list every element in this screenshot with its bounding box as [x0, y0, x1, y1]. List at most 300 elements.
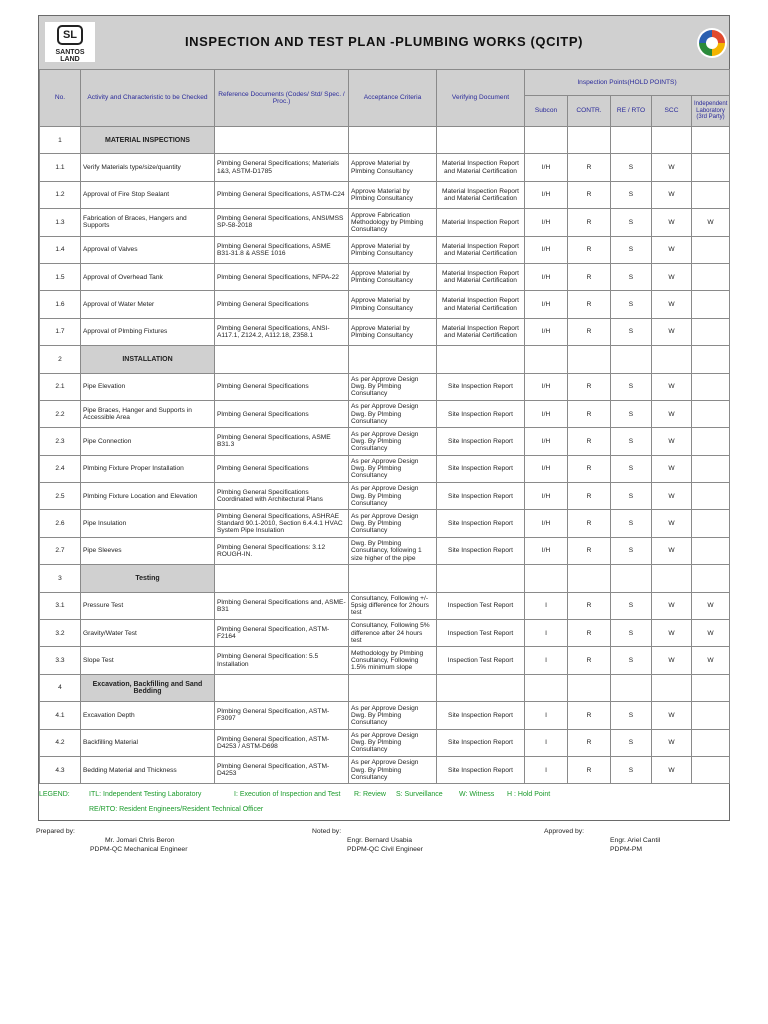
row-scc: W: [652, 181, 692, 208]
empty-cell: [437, 346, 525, 373]
noted-name: Engr. Bernard Usabia: [347, 837, 412, 844]
row-verifying: Material Inspection Report and Material Certification: [437, 154, 525, 181]
row-verifying: Site Inspection Report: [437, 756, 525, 783]
row-no: 1.6: [40, 291, 81, 318]
signature-block: [0, 828, 768, 868]
row-re-rto: S: [611, 483, 652, 510]
empty-cell: [611, 674, 652, 701]
row-lab: [692, 702, 730, 729]
row-acceptance: As per Approve Design Dwg. By Plmbing Consultancy: [349, 510, 437, 537]
row-re-rto: S: [611, 620, 652, 647]
prepared-name: Mr. Jomari Chris Beron: [105, 837, 175, 844]
row-lab: [692, 756, 730, 783]
row-acceptance: Approve Fabrication Methodology by Plmbing Consultancy: [349, 209, 437, 236]
row-scc: W: [652, 400, 692, 427]
row-activity: Approval of Overhead Tank: [81, 263, 215, 290]
row-verifying: Inspection Test Report: [437, 620, 525, 647]
row-reference: Plmbing General Specifications: [215, 373, 349, 400]
row-reference: Plmbing General Specifications, NFPA-22: [215, 263, 349, 290]
section-title: Testing: [81, 565, 215, 592]
row-re-rto: S: [611, 154, 652, 181]
row-re-rto: S: [611, 592, 652, 619]
row-reference: Plmbing General Specifications, ASME B31.3: [215, 428, 349, 455]
row-lab: [692, 483, 730, 510]
empty-cell: [349, 346, 437, 373]
row-subcon: I: [525, 592, 568, 619]
row-reference: Plmbing General Specification, ASTM-D4253: [215, 756, 349, 783]
row-re-rto: S: [611, 209, 652, 236]
row-contr: R: [568, 400, 611, 427]
row-scc: W: [652, 291, 692, 318]
row-reference: Plmbing General Specifications: [215, 455, 349, 482]
empty-cell: [652, 565, 692, 592]
row-contr: R: [568, 483, 611, 510]
prepared-label: Prepared by:: [36, 828, 75, 835]
row-activity: Approval of Valves: [81, 236, 215, 263]
empty-cell: [611, 565, 652, 592]
row-verifying: Site Inspection Report: [437, 537, 525, 564]
row-subcon: I: [525, 729, 568, 756]
row-verifying: Material Inspection Report and Material Certification: [437, 318, 525, 345]
row-re-rto: S: [611, 455, 652, 482]
company-logo: [45, 22, 95, 62]
row-re-rto: S: [611, 537, 652, 564]
row-acceptance: As per Approve Design Dwg. By Plmbing Consultancy: [349, 373, 437, 400]
table-row: [40, 483, 730, 510]
legend-w: W: Witness: [459, 791, 495, 798]
row-reference: Plmbing General Specifications Coordinated with Architectural Plans: [215, 483, 349, 510]
row-re-rto: S: [611, 729, 652, 756]
legend: [39, 784, 729, 821]
row-lab: [692, 400, 730, 427]
empty-cell: [349, 565, 437, 592]
row-scc: W: [652, 455, 692, 482]
approved-title: PDPM-PM: [610, 846, 643, 853]
row-reference: Plmbing General Specifications and, ASME-B31: [215, 592, 349, 619]
logo-name: SANTOS LAND: [55, 49, 85, 63]
row-re-rto: S: [611, 318, 652, 345]
table-row: [40, 592, 730, 619]
row-activity: Pipe Braces, Hanger and Supports in Accessible Area: [81, 400, 215, 427]
col-header-reference: Reference Documents (Codes/ Std/ Spec. / Proc.): [215, 70, 349, 127]
legend-i: I: Execution of Inspection and Test: [234, 791, 341, 798]
row-lab: [692, 291, 730, 318]
table-row: [40, 756, 730, 783]
empty-cell: [215, 674, 349, 701]
row-acceptance: As per Approve Design Dwg. By Plmbing Consultancy: [349, 400, 437, 427]
row-reference: Plmbing General Specifications: [215, 291, 349, 318]
row-scc: W: [652, 428, 692, 455]
row-no: 1.4: [40, 236, 81, 263]
empty-cell: [525, 127, 568, 154]
row-verifying: Site Inspection Report: [437, 400, 525, 427]
row-contr: R: [568, 510, 611, 537]
section-title: Excavation, Backfilling and Sand Bedding: [81, 674, 215, 701]
row-subcon: I/H: [525, 154, 568, 181]
row-verifying: Material Inspection Report and Material Certification: [437, 236, 525, 263]
row-activity: Backfilling Material: [81, 729, 215, 756]
row-scc: W: [652, 537, 692, 564]
row-scc: W: [652, 702, 692, 729]
row-reference: Plmbing General Specifications: 3.12 ROUGH-IN.: [215, 537, 349, 564]
row-no: 1.5: [40, 263, 81, 290]
document-title: INSPECTION AND TEST PLAN -PLUMBING WORKS (QCITP): [184, 34, 584, 49]
empty-cell: [525, 674, 568, 701]
row-no: 1.3: [40, 209, 81, 236]
row-activity: Bedding Material and Thickness: [81, 756, 215, 783]
col-header-verifying: Verifying Document: [437, 70, 525, 127]
row-acceptance: Consultancy, Following +/- 5psig difference for 2hours test: [349, 592, 437, 619]
row-activity: Gravity/Water Test: [81, 620, 215, 647]
row-no: 1.1: [40, 154, 81, 181]
row-contr: R: [568, 620, 611, 647]
row-contr: R: [568, 154, 611, 181]
row-acceptance: As per Approve Design Dwg. By Plmbing Consultancy: [349, 729, 437, 756]
section-no: 4: [40, 674, 81, 701]
row-reference: Plmbing General Specifications, ASTM-C24: [215, 181, 349, 208]
row-acceptance: Approve Material by Plmbing Consultancy: [349, 291, 437, 318]
row-re-rto: S: [611, 647, 652, 674]
legend-label: LEGEND:: [39, 791, 70, 798]
row-acceptance: Dwg. By Plmbing Consultancy, following 1 size higher of the pipe: [349, 537, 437, 564]
row-contr: R: [568, 181, 611, 208]
row-lab: [692, 510, 730, 537]
row-contr: R: [568, 236, 611, 263]
section-title: INSTALLATION: [81, 346, 215, 373]
row-acceptance: As per Approve Design Dwg. By Plmbing Consultancy: [349, 428, 437, 455]
row-acceptance: Approve Material by Plmbing Consultancy: [349, 318, 437, 345]
row-no: 2.2: [40, 400, 81, 427]
row-activity: Excavation Depth: [81, 702, 215, 729]
row-subcon: I/H: [525, 181, 568, 208]
row-lab: [692, 729, 730, 756]
row-subcon: I: [525, 620, 568, 647]
row-verifying: Inspection Test Report: [437, 592, 525, 619]
approved-label: Approved by:: [544, 828, 585, 835]
row-no: 4.1: [40, 702, 81, 729]
row-contr: R: [568, 729, 611, 756]
row-contr: R: [568, 702, 611, 729]
row-activity: Pipe Elevation: [81, 373, 215, 400]
legend-itl: ITL: Independent Testing Laboratory: [89, 791, 202, 798]
row-activity: Plmbing Fixture Proper Installation: [81, 455, 215, 482]
row-contr: R: [568, 537, 611, 564]
row-contr: R: [568, 455, 611, 482]
row-no: 2.1: [40, 373, 81, 400]
section-row: [40, 127, 730, 154]
row-reference: Plmbing General Specifications; Materials 1&3, ASTM-D1785: [215, 154, 349, 181]
row-subcon: I/H: [525, 263, 568, 290]
row-activity: Pressure Test: [81, 592, 215, 619]
empty-cell: [349, 674, 437, 701]
row-reference: Plmbing General Specifications, ASME B31-31.8 & ASSE 1016: [215, 236, 349, 263]
col-header-scc: SCC: [652, 96, 692, 127]
table-row: [40, 729, 730, 756]
row-no: 2.7: [40, 537, 81, 564]
table-row: [40, 236, 730, 263]
row-no: 2.4: [40, 455, 81, 482]
row-subcon: I/H: [525, 373, 568, 400]
row-verifying: Material Inspection Report and Material Certification: [437, 181, 525, 208]
table-row: [40, 455, 730, 482]
row-lab: [692, 154, 730, 181]
empty-cell: [568, 127, 611, 154]
section-row: [40, 565, 730, 592]
row-reference: Plmbing General Specification, ASTM-F3097: [215, 702, 349, 729]
empty-cell: [652, 674, 692, 701]
qcitp-sheet: [38, 15, 730, 821]
row-no: 3.2: [40, 620, 81, 647]
row-lab: [692, 263, 730, 290]
row-verifying: Material Inspection Report and Material Certification: [437, 291, 525, 318]
row-no: 1.7: [40, 318, 81, 345]
section-title: MATERIAL INSPECTIONS: [81, 127, 215, 154]
row-reference: Plmbing General Specifications, ASHRAE Standard 90.1-2010, Section 6.4.4.1 HVAC System Pipe Insulation: [215, 510, 349, 537]
row-contr: R: [568, 373, 611, 400]
col-header-subcon: Subcon: [525, 96, 568, 127]
row-subcon: I: [525, 647, 568, 674]
row-verifying: Site Inspection Report: [437, 729, 525, 756]
row-scc: W: [652, 510, 692, 537]
empty-cell: [525, 565, 568, 592]
empty-cell: [652, 346, 692, 373]
row-scc: W: [652, 620, 692, 647]
empty-cell: [652, 127, 692, 154]
empty-cell: [692, 127, 730, 154]
col-header-acceptance: Acceptance Criteria: [349, 70, 437, 127]
row-re-rto: S: [611, 702, 652, 729]
col-header-contr: CONTR.: [568, 96, 611, 127]
row-acceptance: As per Approve Design Dwg. By Plmbing Consultancy: [349, 455, 437, 482]
row-contr: R: [568, 291, 611, 318]
row-lab: [692, 373, 730, 400]
empty-cell: [349, 127, 437, 154]
row-subcon: I/H: [525, 428, 568, 455]
empty-cell: [215, 346, 349, 373]
row-scc: W: [652, 483, 692, 510]
row-re-rto: S: [611, 510, 652, 537]
row-no: 4.2: [40, 729, 81, 756]
row-scc: W: [652, 236, 692, 263]
empty-cell: [437, 565, 525, 592]
corner-emblem-icon: [697, 28, 727, 58]
section-no: 3: [40, 565, 81, 592]
empty-cell: [692, 565, 730, 592]
row-verifying: Site Inspection Report: [437, 510, 525, 537]
logo-mark: SL: [57, 25, 83, 45]
prepared-title: PDPM-QC Mechanical Engineer: [90, 846, 188, 853]
section-row: [40, 346, 730, 373]
row-scc: W: [652, 318, 692, 345]
legend-s: S: Surveillance: [396, 791, 443, 798]
row-activity: Verify Materials type/size/quantity: [81, 154, 215, 181]
table-row: [40, 428, 730, 455]
empty-cell: [611, 127, 652, 154]
empty-cell: [437, 127, 525, 154]
table-row: [40, 291, 730, 318]
row-scc: W: [652, 209, 692, 236]
row-reference: Plmbing General Specifications: [215, 400, 349, 427]
row-no: 2.5: [40, 483, 81, 510]
row-re-rto: S: [611, 291, 652, 318]
table-row: [40, 154, 730, 181]
row-activity: Slope Test: [81, 647, 215, 674]
row-lab: [692, 236, 730, 263]
row-scc: W: [652, 729, 692, 756]
empty-cell: [692, 674, 730, 701]
row-acceptance: Approve Material by Plmbing Consultancy: [349, 181, 437, 208]
row-subcon: I/H: [525, 537, 568, 564]
row-verifying: Inspection Test Report: [437, 647, 525, 674]
row-scc: W: [652, 263, 692, 290]
row-acceptance: As per Approve Design Dwg. By Plmbing Consultancy: [349, 702, 437, 729]
row-scc: W: [652, 592, 692, 619]
table-row: [40, 702, 730, 729]
section-row: [40, 674, 730, 701]
inspection-table: [39, 69, 730, 784]
row-subcon: I/H: [525, 400, 568, 427]
row-subcon: I/H: [525, 510, 568, 537]
approved-name: Engr. Ariel Cantil: [610, 837, 661, 844]
row-subcon: I/H: [525, 236, 568, 263]
row-scc: W: [652, 154, 692, 181]
noted-title: PDPM-QC Civil Engineer: [347, 846, 423, 853]
row-lab: W: [692, 209, 730, 236]
row-activity: Approval of Fire Stop Sealant: [81, 181, 215, 208]
row-subcon: I: [525, 702, 568, 729]
row-verifying: Material Inspection Report and Material Certification: [437, 263, 525, 290]
row-lab: W: [692, 620, 730, 647]
row-subcon: I/H: [525, 291, 568, 318]
row-lab: [692, 428, 730, 455]
row-reference: Plmbing General Specifications, ANSI/MSS SP-58-2018: [215, 209, 349, 236]
row-no: 3.1: [40, 592, 81, 619]
row-no: 1.2: [40, 181, 81, 208]
row-reference: Plmbing General Specification, ASTM-F2164: [215, 620, 349, 647]
row-lab: W: [692, 592, 730, 619]
empty-cell: [692, 346, 730, 373]
row-subcon: I/H: [525, 209, 568, 236]
row-contr: R: [568, 756, 611, 783]
empty-cell: [568, 674, 611, 701]
table-row: [40, 263, 730, 290]
empty-cell: [215, 565, 349, 592]
table-row: [40, 620, 730, 647]
col-header-activity: Activity and Characteristic to be Checked: [81, 70, 215, 127]
empty-cell: [568, 565, 611, 592]
row-no: 3.3: [40, 647, 81, 674]
row-re-rto: S: [611, 373, 652, 400]
row-activity: Pipe Connection: [81, 428, 215, 455]
row-re-rto: S: [611, 756, 652, 783]
table-row: [40, 373, 730, 400]
row-acceptance: Approve Material by Plmbing Consultancy: [349, 236, 437, 263]
row-verifying: Site Inspection Report: [437, 455, 525, 482]
col-header-re-rto: RE / RTO: [611, 96, 652, 127]
row-no: 2.6: [40, 510, 81, 537]
row-verifying: Site Inspection Report: [437, 702, 525, 729]
section-no: 2: [40, 346, 81, 373]
col-header-lab: Independent Laboratory (3rd Party): [692, 96, 730, 127]
legend-r: R: Review: [354, 791, 386, 798]
row-no: 2.3: [40, 428, 81, 455]
table-row: [40, 537, 730, 564]
row-acceptance: Consultancy, Following 5% difference after 24 hours test: [349, 620, 437, 647]
row-lab: [692, 455, 730, 482]
row-subcon: I/H: [525, 318, 568, 345]
table-row: [40, 181, 730, 208]
table-row: [40, 510, 730, 537]
row-activity: Pipe Insulation: [81, 510, 215, 537]
row-scc: W: [652, 373, 692, 400]
empty-cell: [525, 346, 568, 373]
row-contr: R: [568, 428, 611, 455]
row-acceptance: Approve Material by Plmbing Consultancy: [349, 263, 437, 290]
row-acceptance: Approve Material by Plmbing Consultancy: [349, 154, 437, 181]
row-no: 4.3: [40, 756, 81, 783]
empty-cell: [437, 674, 525, 701]
table-row: [40, 209, 730, 236]
row-re-rto: S: [611, 400, 652, 427]
row-contr: R: [568, 592, 611, 619]
row-reference: Plmbing General Specification: 5.5 Installation: [215, 647, 349, 674]
row-contr: R: [568, 209, 611, 236]
row-contr: R: [568, 263, 611, 290]
row-verifying: Site Inspection Report: [437, 373, 525, 400]
row-contr: R: [568, 318, 611, 345]
table-row: [40, 318, 730, 345]
empty-cell: [568, 346, 611, 373]
col-header-inspection-points: Inspection Points(HOLD POINTS): [525, 70, 730, 96]
row-subcon: I: [525, 756, 568, 783]
row-re-rto: S: [611, 263, 652, 290]
table-row: [40, 400, 730, 427]
row-acceptance: Methodology by Plmbing Consultancy, Following 1.5% minimum slope: [349, 647, 437, 674]
row-lab: [692, 318, 730, 345]
row-verifying: Material Inspection Report: [437, 209, 525, 236]
row-subcon: I/H: [525, 483, 568, 510]
row-contr: R: [568, 647, 611, 674]
table-row: [40, 647, 730, 674]
row-activity: Approval of Plmbing Fixtures: [81, 318, 215, 345]
row-reference: Plmbing General Specifications, ANSI- A117.1, Z124.2, A112.18, Z358.1: [215, 318, 349, 345]
row-re-rto: S: [611, 428, 652, 455]
row-verifying: Site Inspection Report: [437, 483, 525, 510]
row-scc: W: [652, 647, 692, 674]
row-acceptance: As per Approve Design Dwg. By Plmbing Consultancy: [349, 756, 437, 783]
empty-cell: [611, 346, 652, 373]
row-lab: [692, 537, 730, 564]
row-scc: W: [652, 756, 692, 783]
noted-label: Noted by:: [312, 828, 342, 835]
row-verifying: Site Inspection Report: [437, 428, 525, 455]
section-no: 1: [40, 127, 81, 154]
col-header-no: No.: [40, 70, 81, 127]
row-activity: Approval of Water Meter: [81, 291, 215, 318]
row-subcon: I/H: [525, 455, 568, 482]
row-re-rto: S: [611, 236, 652, 263]
row-acceptance: As per Approve Design Dwg. By Plmbing Consultancy: [349, 483, 437, 510]
row-activity: Pipe Sleeves: [81, 537, 215, 564]
row-activity: Fabrication of Braces, Hangers and Supports: [81, 209, 215, 236]
title-bar: [39, 16, 729, 70]
legend-re-rto: RE/RTO: Resident Engineers/Resident Technical Officer: [89, 806, 264, 813]
row-re-rto: S: [611, 181, 652, 208]
empty-cell: [215, 127, 349, 154]
row-lab: [692, 181, 730, 208]
legend-h: H : Hold Point: [507, 791, 551, 798]
row-reference: Plmbing General Specification, ASTM-D4253 / ASTM-D698: [215, 729, 349, 756]
